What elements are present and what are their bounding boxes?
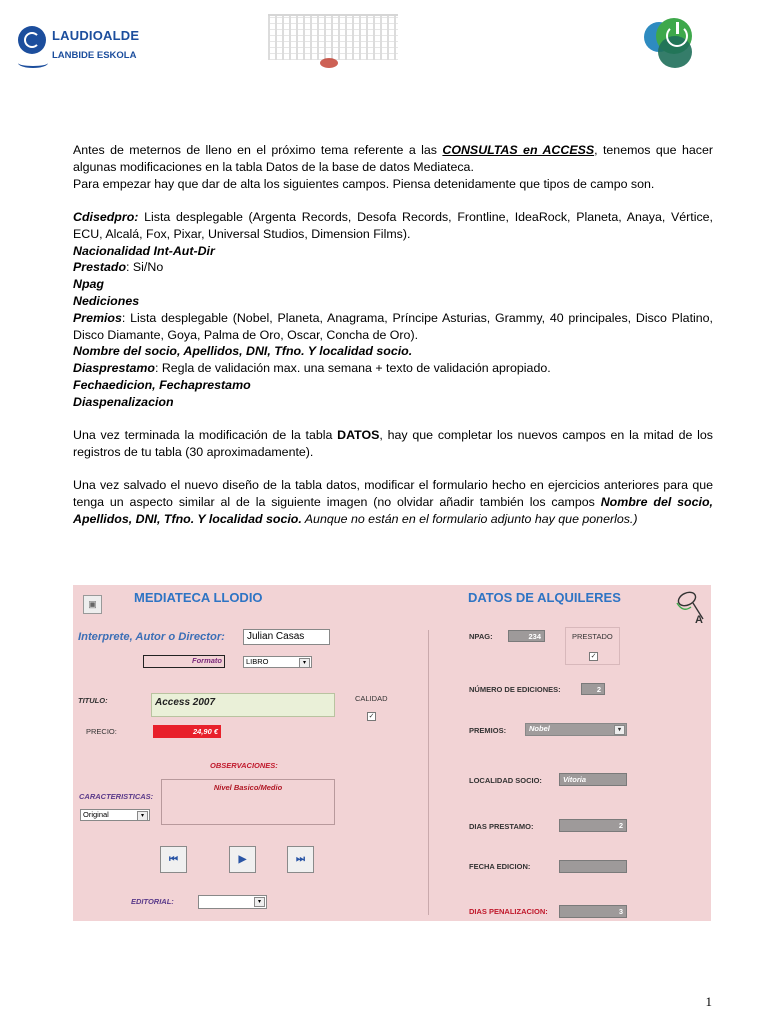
logo-name-line1: LAUDIOALDE	[52, 28, 140, 43]
chevron-down-icon: ▾	[614, 725, 625, 735]
intro-section	[73, 142, 713, 192]
caracteristicas-label: CARACTERISTICAS:	[79, 792, 154, 801]
intro-paragraph-2: Para empezar hay que dar de alta los siguientes campos. Piensa detenidamente que tipos de campo son.	[73, 176, 655, 191]
precio-label: PRECIO:	[86, 727, 117, 736]
caracteristicas-select[interactable]: Original ▾	[80, 809, 150, 821]
dias-prestamo-input[interactable]: 2	[559, 819, 627, 832]
laudioalde-emblem-icon	[18, 26, 46, 54]
swoosh-icon	[320, 58, 338, 68]
titulo-input[interactable]: Access 2007	[151, 693, 335, 717]
dias-prestamo-label: DIAS PRESTAMO:	[469, 822, 534, 831]
dias-penalizacion-label: DIAS PENALIZACION:	[469, 907, 548, 916]
formato-select[interactable]: LIBRO ▾	[243, 656, 312, 668]
field-item: Diaspenalizacion	[73, 394, 174, 409]
ediciones-input[interactable]: 2	[581, 683, 605, 695]
prestado-label: PRESTADO	[572, 632, 613, 641]
field-item: Cdisedpro: Lista desplegable (Argenta Records, Desofa Records, Frontline, IdeaRock, Planeta, Anaya, Vértice, ECU, Alcalá, Fox, Pixar, Universal Studios, Dimension Films).	[73, 210, 713, 241]
form-menu-button[interactable]	[83, 595, 102, 614]
fecha-edicion-label: FECHA EDICION:	[469, 862, 531, 871]
wave-icon	[18, 58, 48, 68]
npag-label: NPAG:	[469, 632, 493, 641]
dias-penalizacion-input[interactable]: 3	[559, 905, 627, 918]
consultas-access-emphasis: CONSULTAS en ACCESS	[442, 143, 595, 157]
svg-text:A: A	[695, 614, 703, 625]
building-icon	[268, 14, 398, 60]
precio-input[interactable]: 24,90 €	[153, 725, 221, 738]
form-title-left: MEDIATECA LLODIO	[134, 590, 263, 605]
intro-paragraph: Antes de meternos de lleno en el próximo tema referente a las CONSULTAS en ACCESS, tenemos que hacer algunas modificaciones en la tabla Datos de la base de datos Mediateca.	[73, 143, 713, 174]
calidad-checkbox[interactable]: ✓	[368, 713, 375, 720]
ediciones-label: NÚMERO DE EDICIONES:	[469, 685, 561, 694]
formato-label: Formato	[143, 655, 225, 668]
page-number: 1	[705, 994, 712, 1009]
titulo-label: TITULO:	[78, 696, 108, 705]
interprete-input[interactable]: Julian Casas	[243, 629, 330, 645]
mediateca-form-image	[73, 585, 711, 921]
field-item: Nombre del socio, Apellidos, DNI, Tfno. Y localidad socio.	[73, 344, 413, 359]
field-item: Diasprestamo: Regla de validación max. una semana + texto de validación apropiado.	[73, 361, 551, 376]
observaciones-input[interactable]: Nivel Basico/Medio	[161, 779, 335, 825]
field-item: Fechaedicion, Fechaprestamo	[73, 377, 251, 392]
document-icon: ▣	[88, 599, 97, 609]
paragraph-formulario: Una vez salvado el nuevo diseño de la tabla datos, modificar el formulario hecho en ejercicios anteriores para que tenga un aspecto similar al de la siguiente imagen (no olvidar añadir también los campos Nombre del socio, Apellidos, DNI, Tfno. Y localidad socio. Aunque no están en el formulario adjunto hay que ponerlos.)	[73, 478, 713, 526]
observaciones-label: OBSERVACIONES:	[210, 761, 278, 770]
prestado-group	[565, 627, 620, 665]
nav-first-button[interactable]: ⏮	[160, 846, 187, 873]
npag-input[interactable]: 234	[508, 630, 545, 642]
field-item: Premios: Lista desplegable (Nobel, Planeta, Anagrama, Príncipe Asturias, Grammy, 40 principales, Disco Platino, Disco Diamante, Goya, Palma de Oro, Oscar, Concha de Oro).	[73, 310, 713, 342]
ikaslan-logo	[268, 14, 398, 84]
calidad-label: CALIDAD	[355, 694, 388, 703]
localidad-input[interactable]: Vitoria	[559, 773, 627, 786]
field-item: Prestado: Si/No	[73, 260, 164, 275]
editorial-label: EDITORIAL:	[131, 897, 174, 906]
logo-name-line2: LANBIDE ESKOLA	[52, 50, 137, 61]
field-item: Nediciones	[73, 293, 140, 308]
editorial-select[interactable]	[198, 895, 267, 909]
paragraph-datos: Una vez terminada la modificación de la tabla DATOS, hay que completar los nuevos campos en la mitad de los registros de tu tabla (30 aproximadamente).	[73, 428, 713, 459]
interprete-label: Interprete, Autor o Director:	[78, 631, 225, 643]
field-item: Npag	[73, 277, 104, 292]
chevron-down-icon: ▾	[254, 897, 265, 907]
localidad-label: LOCALIDAD SOCIO:	[469, 776, 542, 785]
premios-label: PREMIOS:	[469, 726, 507, 735]
nav-next-button[interactable]: ▶	[229, 846, 256, 873]
form-divider	[428, 630, 429, 915]
certification-logo	[644, 16, 759, 70]
prestado-checkbox[interactable]: ✓	[590, 653, 597, 660]
form-title-right: DATOS DE ALQUILERES	[468, 590, 621, 605]
fecha-edicion-input[interactable]	[559, 860, 627, 873]
tennis-racket-logo	[673, 587, 709, 625]
chevron-down-icon: ▾	[137, 811, 148, 821]
chevron-down-icon: ▾	[299, 658, 310, 668]
laudioalde-logo	[18, 24, 158, 69]
nav-last-button[interactable]: ⏭	[287, 846, 314, 873]
premios-select[interactable]: Nobel ▾	[525, 723, 627, 736]
field-list	[73, 209, 713, 411]
field-item: Nacionalidad Int-Aut-Dir	[73, 243, 215, 258]
